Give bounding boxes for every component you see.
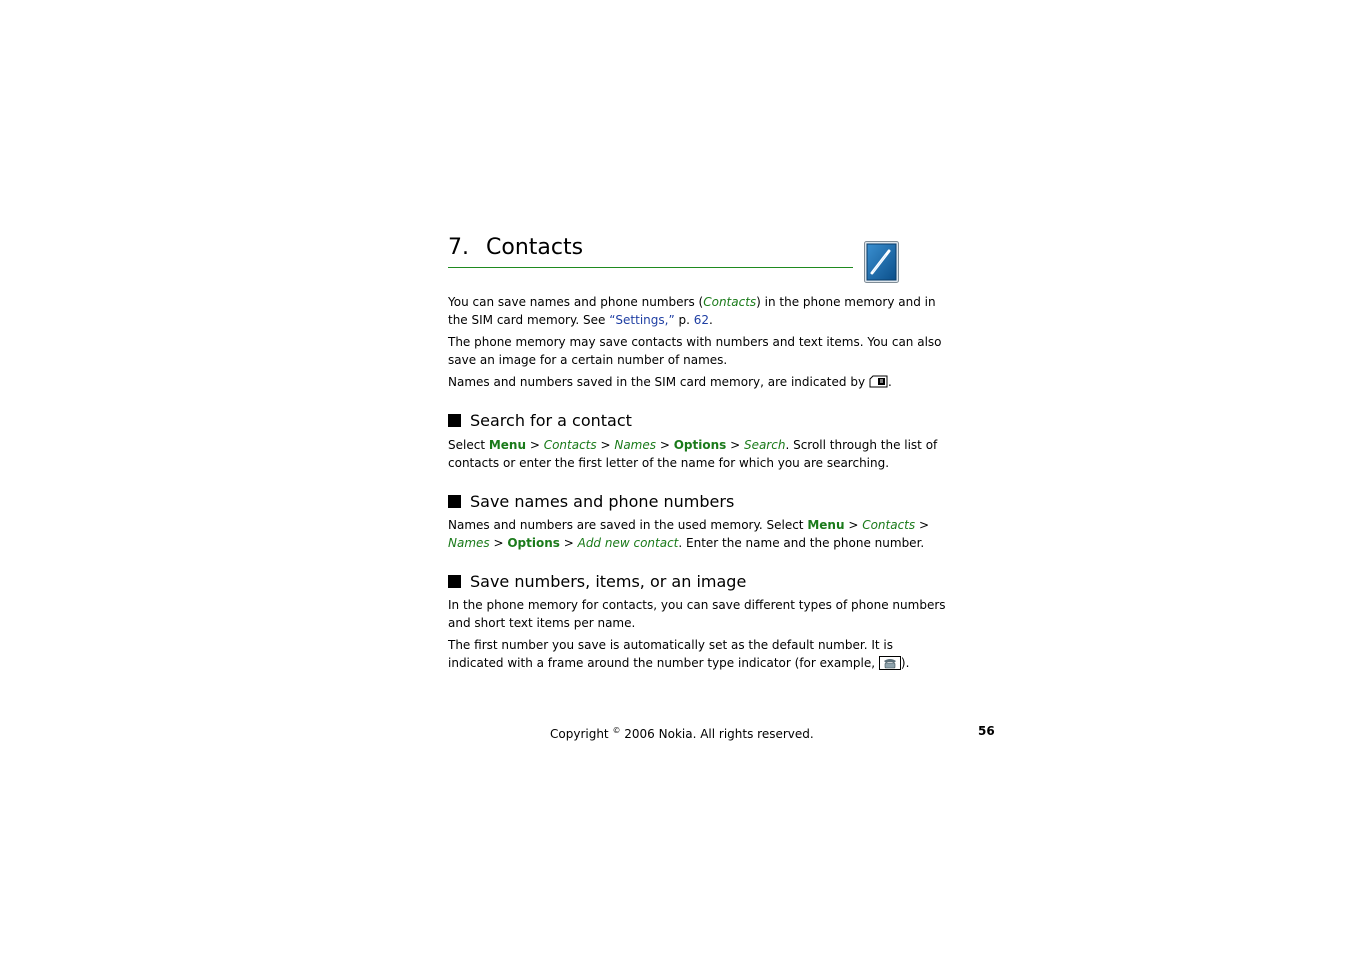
intro-paragraph-2 bbox=[448, 333, 942, 369]
search-paragraph bbox=[448, 436, 938, 472]
contacts-ref: Contacts bbox=[862, 518, 916, 532]
text: > bbox=[915, 518, 930, 532]
text: > bbox=[726, 438, 744, 452]
text: You can save names and phone numbers ( bbox=[448, 295, 704, 309]
intro-paragraph-3 bbox=[448, 373, 904, 391]
section-heading-search bbox=[448, 411, 632, 431]
add-new-contact-ref: Add new contact bbox=[577, 536, 679, 550]
copyright-footer bbox=[550, 722, 814, 743]
text: ). bbox=[900, 656, 910, 670]
settings-link[interactable]: “Settings,” bbox=[609, 313, 675, 327]
heading-text: Search for a contact bbox=[470, 411, 632, 430]
text: Names and numbers saved in the SIM card memory, are indicated by bbox=[448, 375, 866, 389]
text: In the phone memory for contacts, you can save different types of phone numbers bbox=[448, 598, 946, 612]
menu-ref: Menu bbox=[488, 438, 527, 452]
square-bullet-icon bbox=[448, 575, 461, 588]
contacts-ref: Contacts bbox=[543, 438, 597, 452]
text: indicated with a frame around the number type indicator (for example, bbox=[448, 656, 879, 670]
save-names-paragraph bbox=[448, 516, 930, 552]
intro-paragraph-1 bbox=[448, 293, 936, 329]
text: 2006 Nokia. All rights reserved. bbox=[620, 727, 814, 741]
square-bullet-icon bbox=[448, 414, 461, 427]
menu-ref: Menu bbox=[807, 518, 845, 532]
heading-text: Save names and phone numbers bbox=[470, 492, 735, 511]
section-heading-save-items bbox=[448, 572, 746, 592]
names-ref: Names bbox=[448, 536, 490, 550]
contacts-menu-ref: Contacts bbox=[703, 295, 757, 309]
square-bullet-icon bbox=[448, 495, 461, 508]
text: and short text items per name. bbox=[448, 616, 636, 630]
text: The phone memory may save contacts with numbers and text items. You can also bbox=[448, 335, 942, 349]
text: > bbox=[656, 438, 674, 452]
chapter-number: 7. bbox=[448, 235, 469, 260]
text: . bbox=[709, 313, 713, 327]
text: p. bbox=[674, 313, 694, 327]
options-ref: Options bbox=[507, 536, 560, 550]
chapter-title bbox=[448, 233, 853, 268]
text: > bbox=[844, 518, 863, 532]
names-ref: Names bbox=[614, 438, 656, 452]
text: contacts or enter the first letter of the name for which you are searching. bbox=[448, 456, 890, 470]
page-62-link[interactable]: 62 bbox=[693, 313, 710, 327]
page-number: 56 bbox=[978, 724, 995, 738]
chapter-name: Contacts bbox=[486, 235, 584, 260]
heading-text: Save numbers, items, or an image bbox=[470, 572, 747, 591]
text: . Enter the name and the phone number. bbox=[678, 536, 925, 550]
contacts-chapter-icon bbox=[864, 241, 899, 283]
text: save an image for a certain number of names. bbox=[448, 353, 728, 367]
copyright-symbol: © bbox=[612, 726, 621, 735]
search-ref: Search bbox=[743, 438, 786, 452]
text: . Scroll through the list of bbox=[785, 438, 938, 452]
text: > bbox=[489, 536, 508, 550]
framed-phone-icon bbox=[879, 656, 901, 670]
text: The first number you save is automatically set as the default number. It is bbox=[448, 638, 893, 652]
text: Select bbox=[448, 438, 489, 452]
text: > bbox=[559, 536, 578, 550]
section-heading-save-names bbox=[448, 492, 734, 512]
text: Copyright bbox=[550, 727, 613, 741]
text: Names and numbers are saved in the used memory. Select bbox=[448, 518, 808, 532]
text: ) in the phone memory and in bbox=[756, 295, 936, 309]
text: > bbox=[526, 438, 544, 452]
options-ref: Options bbox=[673, 438, 727, 452]
save-items-paragraph-2 bbox=[448, 636, 910, 672]
text: . bbox=[888, 375, 892, 389]
sim-card-icon bbox=[869, 375, 888, 388]
text: the SIM card memory. See bbox=[448, 313, 610, 327]
text: > bbox=[596, 438, 615, 452]
save-items-paragraph-1 bbox=[448, 596, 946, 632]
